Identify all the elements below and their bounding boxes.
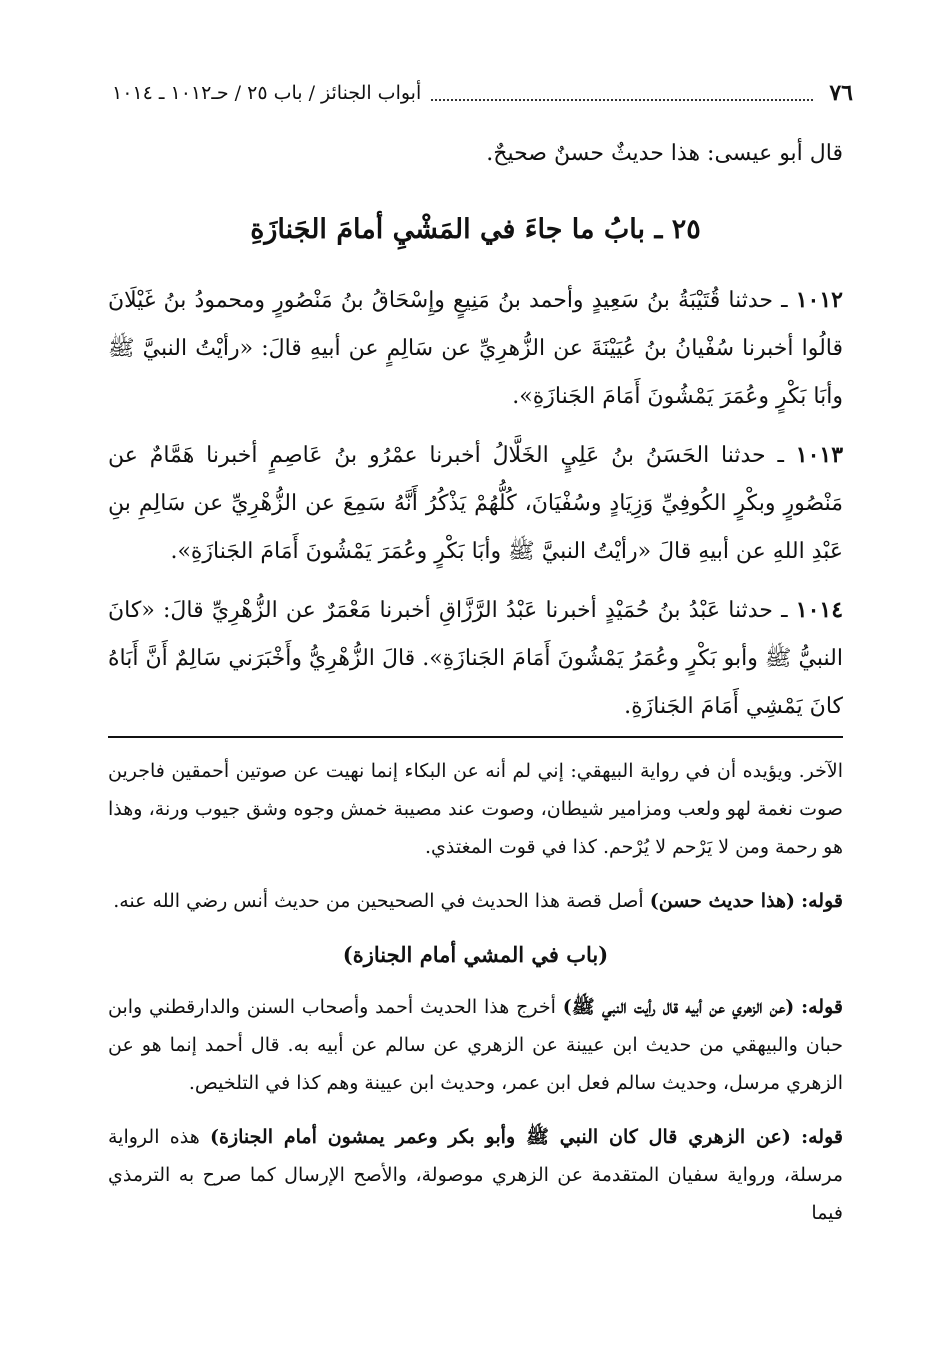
- opening-line: قال أبو عيسى: هذا حديثٌ حسنٌ صحيحٌ.: [486, 141, 843, 166]
- note-4: [108, 1118, 843, 1232]
- commentary: [108, 752, 843, 1248]
- hadith-1012: ١٠١٢ ـ حدثنا قُتَيْبَةُ بنُ سَعِيدٍ وأحمد بنُ مَنِيعٍ وإِسْحَاقُ بنُ مَنْصُورٍ ومحمودُ بنُ غَيْلَانَ قالُوا أخبرنا سُفْيانُ بنُ عُيَيْنَةَ عن الزُّهرِيِّ عن سَالِمٍ عن أبيهِ قالَ: «رأيْتُ النبيَّ ﷺ وأبَا بَكْرٍ وعُمَرَ يَمْشُونَ أَمَامَ الجَنازَةِ».: [108, 287, 843, 409]
- note-text: أخرج هذا الحديث أحمد وأصحاب السنن والدارقطني وابن حبان والبيهقي من حديث ابن عيينة عن الزهري عن سالم عن أبيه به. قال أحمد إنما هو عن الزهري مرسل، وحديث سالم فعل ابن عمر، وحديث ابن عيينة وهم كذا في التلخيص.: [108, 996, 843, 1094]
- note-label: قوله:: [801, 996, 843, 1018]
- note-1: الآخر. ويؤيده أن في رواية البيهقي: إني لم أنه عن البكاء إنما نهيت عن صوتين أحمقين فاجرين صوت نغمة لهو ولعب ومزامير شيطان، وصوت عند مصيبة خمش وجوه وشق جيوب ورنة، وهذا هو رحمة ومن لا يَرْحم لا يُرْحم. كذا في قوت المغتذي.: [108, 760, 843, 858]
- hadith-1014: ١٠١٤ ـ حدثنا عَبْدُ بنُ حُمَيْدٍ أخبرنا عَبْدُ الرَّزَّاقِ أخبرنا مَعْمَرٌ عن الزُّهْرِيِّ قالَ: «كانَ النبيُّ ﷺ وأبو بَكْرٍ وعُمَرُ يَمْشُونَ أَمَامَ الجَنازَةِ». قالَ الزُّهْرِيُّ وأَخْبَرَني سَالِمٌ أَنَّ أَبَاهُ كانَ يَمْشِي أَمَامَ الجَنازَةِ.: [108, 597, 844, 719]
- main-text: [108, 130, 843, 741]
- chapter-heading: ٢٥ ـ بابُ ما جاءَ في المَشْيِ أمامَ الجَنازَةِ: [250, 214, 701, 245]
- note-label: قوله:: [801, 890, 843, 912]
- note-2: [108, 882, 843, 920]
- header-leader-dots: [431, 85, 813, 101]
- footnote-separator: [108, 736, 843, 738]
- note-label: قوله:: [801, 1126, 843, 1148]
- hadith-1013: ١٠١٣ ـ حدثنا الحَسَنُ بنُ عَلِيٍ الخَلَّالُ أخبرنا عمْرُو بنُ عَاصِمٍ أخبرنا هَمَّامٌ عن مَنْصُورٍ وبكْرٍ الكُوفِيِّ وَزِيَادٍ وسُفْيَانَ، كُلُّهُمْ يَذْكُرُ أَنَّهُ سَمِعَ عن الزُّهْرِيِّ عن سَالِمِ بنِ عَبْدِ اللهِ عن أبيهِ قالَ «رأيْتُ النبيَّ ﷺ وأبَا بَكْرٍ وعُمَرَ يَمْشُونَ أَمَامَ الجَنازَةِ».: [108, 442, 844, 564]
- note-text: أصل قصة هذا الحديث في الصحيحين من حديث أنس رضي الله عنه.: [113, 890, 644, 912]
- note-quote: (هذا حديث حسن): [649, 890, 796, 912]
- page-header: [112, 76, 853, 110]
- hadith-number: ١٠١٣: [795, 442, 844, 468]
- note-text: هذه الرواية مرسلة، ورواية سفيان المتقدمة عن الزهري موصولة، والأصح الإرسال كما صرح به الترمذي فيما: [108, 1126, 843, 1224]
- page-number: ٧٦: [829, 80, 853, 106]
- note-quote: (عن الزهري عن أبيه قال رأيت النبي ﷺ): [562, 996, 795, 1018]
- hadith-text: حدثنا عَبْدُ بنُ حُمَيْدٍ أخبرنا عَبْدُ الرَّزَّاقِ أخبرنا مَعْمَرٌ عن الزُّهْرِيِّ قالَ: «كانَ النبيُّ ﷺ وأبو بَكْرٍ وعُمَرُ يَمْشُونَ أَمَامَ الجَنازَةِ». قالَ الزُّهْرِيُّ وأَخْبَرَني سَالِمٌ أَنَّ أَبَاهُ كانَ يَمْشِي أَمَامَ الجَنازَةِ.: [108, 598, 843, 719]
- hadith-text: حدثنا الحَسَنُ بنُ عَلِيٍ الخَلَّالُ أخبرنا عمْرُو بنُ عَاصِمٍ أخبرنا هَمَّامٌ عن مَنْصُورٍ وبكْرٍ الكُوفِيِّ وَزِيَادٍ وسُفْيَانَ، كُلُّهُمْ يَذْكُرُ أَنَّهُ سَمِعَ عن الزُّهْرِيِّ عن سَالِمِ بنِ عَبْدِ اللهِ عن أبيهِ قالَ «رأيْتُ النبيَّ ﷺ وأبَا بَكْرٍ وعُمَرَ يَمْشُونَ أَمَامَ الجَنازَةِ».: [108, 443, 843, 564]
- hadith-number: ١٠١٢: [795, 287, 843, 313]
- hadith-number: ١٠١٤: [795, 597, 844, 623]
- note-quote: (عن الزهري قال كان النبي ﷺ وأبو بكر وعمر يمشون أمام الجنازة): [210, 1126, 791, 1148]
- note-3: [108, 988, 843, 1102]
- commentary-subheading: (باب في المشي أمام الجنازة): [342, 942, 609, 967]
- running-title: أبواب الجنائز / باب ٢٥ / حـ١٠١٢ ـ ١٠١٤: [112, 82, 422, 104]
- hadith-text: حدثنا قُتَيْبَةُ بنُ سَعِيدٍ وأحمد بنُ مَنِيعٍ وإِسْحَاقُ بنُ مَنْصُورٍ ومحمودُ بنُ غَيْلَانَ قالُوا أخبرنا سُفْيانُ بنُ عُيَيْنَةَ عن الزُّهرِيِّ عن سَالِمٍ عن أبيهِ قالَ: «رأيْتُ النبيَّ ﷺ وأبَا بَكْرٍ وعُمَرَ يَمْشُونَ أَمَامَ الجَنازَةِ».: [108, 288, 843, 409]
